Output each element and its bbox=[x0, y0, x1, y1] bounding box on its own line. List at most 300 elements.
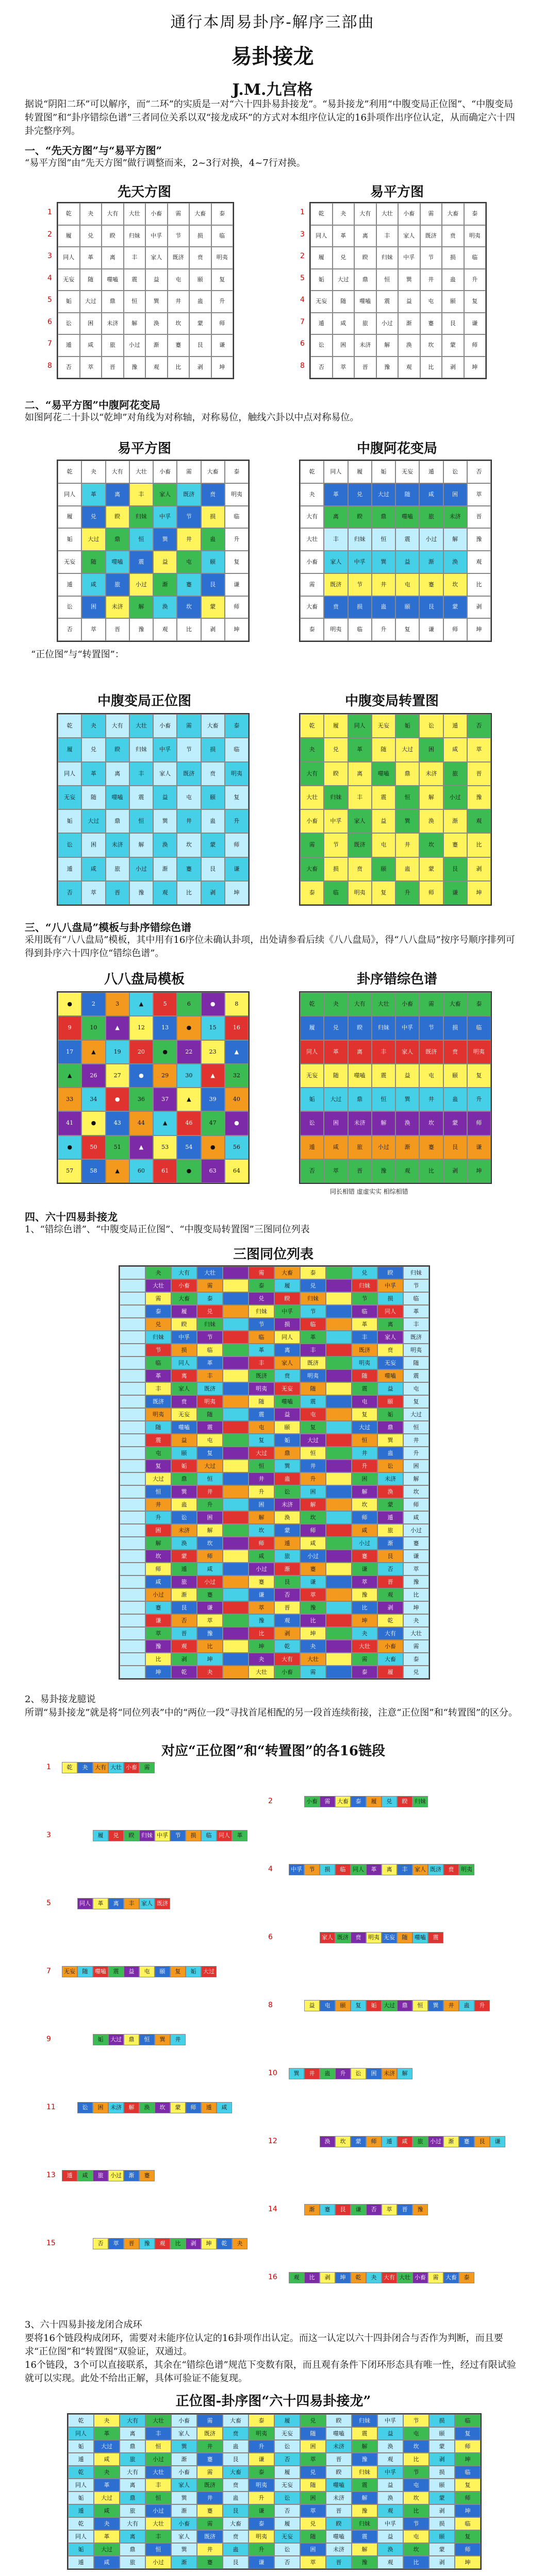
zhengwei-dragon-cell: 革 bbox=[94, 2427, 120, 2440]
three-chart-cell: 师 bbox=[403, 1498, 429, 1511]
three-chart-cell: 泰 bbox=[403, 1653, 429, 1666]
zhengwei-dragon-cell: 咸 bbox=[94, 2504, 120, 2517]
chain-cell: 困 bbox=[366, 2068, 382, 2079]
three-chart-cell: 节 bbox=[403, 1279, 429, 1292]
yiping-color-cell: 损 bbox=[201, 506, 225, 529]
three-chart-cell: 涣 bbox=[171, 1537, 197, 1550]
board-cell: ● bbox=[153, 1040, 177, 1064]
zhengwei-dragon-cell: 渐 bbox=[171, 2556, 197, 2569]
chain-cell: 大有 bbox=[93, 1762, 108, 1773]
zhengwei-dragon-cell: 大畜 bbox=[223, 2517, 249, 2530]
three-chart-cell: 颐 bbox=[274, 1421, 300, 1434]
zhengwei-dragon-cell: 家人 bbox=[171, 2479, 197, 2492]
yiping-color-cell: 晋 bbox=[106, 618, 129, 641]
spectrum-cell: 损 bbox=[443, 1016, 467, 1040]
board-cell: 33 bbox=[58, 1088, 81, 1111]
three-chart-cell: 随 bbox=[197, 1408, 223, 1421]
three-chart-cell: 小畜 bbox=[171, 1279, 197, 1292]
zhengwei-dragon-cell: 恒 bbox=[145, 2543, 171, 2556]
board-cell: ● bbox=[106, 1088, 129, 1111]
yiping-color-cell: 睽 bbox=[106, 506, 129, 529]
zhuanzhi-cell: 大有 bbox=[300, 762, 324, 786]
variation-cell: 离 bbox=[324, 506, 348, 529]
zhengwei-dragon-cell: 小畜 bbox=[171, 2466, 197, 2479]
three-chart-cell: 讼 bbox=[377, 1460, 403, 1472]
three-chart-cell: 困 bbox=[352, 1472, 377, 1485]
zhengwei-dragon-cell: 屯 bbox=[403, 2479, 429, 2492]
three-chart-cell bbox=[223, 1369, 249, 1382]
zhengwei-cell: 井 bbox=[177, 809, 201, 833]
variation-cell: 大有 bbox=[300, 506, 324, 529]
three-chart-cell: 屯 bbox=[403, 1382, 429, 1395]
chain-cell: 损 bbox=[320, 1864, 335, 1875]
board-cell: 19 bbox=[106, 1040, 129, 1064]
zhengwei-dragon-cell: 咸 bbox=[94, 2453, 120, 2466]
three-chart-cell: 归妹 bbox=[352, 1279, 377, 1292]
spectrum-cell: 谦 bbox=[467, 1136, 491, 1159]
three-chart-cell bbox=[223, 1421, 249, 1434]
zhuanzhi-cell: 大过 bbox=[395, 738, 419, 761]
chain-cell: 巽 bbox=[289, 2068, 304, 2079]
zhengwei-dragon-cell: 遁 bbox=[68, 2453, 94, 2466]
chain-row bbox=[93, 2034, 186, 2045]
chain-cell: 需 bbox=[139, 1762, 155, 1773]
variation-cell: 明夷 bbox=[324, 618, 348, 641]
zhuanzhi-cell: 蛊 bbox=[395, 857, 419, 881]
zhengwei-dragon-cell: 贲 bbox=[223, 2427, 249, 2440]
yiping-cell: 蒙 bbox=[442, 334, 464, 357]
yiping-cell: 大壮 bbox=[376, 203, 399, 225]
three-chart-cell bbox=[326, 1588, 352, 1601]
three-chart-cell: 大过 bbox=[249, 1447, 274, 1460]
spectrum-cell: 大过 bbox=[324, 1088, 348, 1111]
xiantian-cell: 小畜 bbox=[145, 203, 168, 225]
zhengwei-dragon-cell: 节 bbox=[403, 2466, 429, 2479]
chain-cell: 中孚 bbox=[155, 1830, 170, 1841]
chain-row bbox=[320, 2136, 505, 2147]
board-cell: 56 bbox=[225, 1136, 249, 1159]
board-cell: 2 bbox=[81, 992, 105, 1016]
board-cell: 60 bbox=[129, 1159, 153, 1183]
spectrum-cell: 节 bbox=[419, 1016, 443, 1040]
chain-cell: 大过 bbox=[108, 2034, 124, 2045]
three-chart-cell: 归妹 bbox=[300, 1292, 326, 1305]
three-chart-cell: 大有 bbox=[274, 1653, 300, 1666]
zhengwei-dragon-table bbox=[67, 2413, 482, 2570]
variation-cell: 兑 bbox=[348, 483, 372, 506]
zhengwei-dragon-cell: 谦 bbox=[249, 2504, 274, 2517]
xiantian-cell: 屯 bbox=[168, 269, 190, 291]
yiping-cell: 临 bbox=[464, 247, 486, 269]
three-chart-cell bbox=[223, 1395, 249, 1408]
zhengwei-dragon-cell: 涣 bbox=[377, 2543, 403, 2556]
yiping-cell: 井 bbox=[420, 269, 442, 291]
xiantian-cell: 需 bbox=[168, 203, 190, 225]
xiantian-cell: 泰 bbox=[211, 203, 234, 225]
zhuanzhi-cell: 睽 bbox=[324, 762, 348, 786]
zhuanzhi-cell: 大壮 bbox=[300, 786, 324, 809]
three-chart-cell: 未济 bbox=[377, 1472, 403, 1485]
fig1-right-row-number: 8 bbox=[300, 361, 305, 370]
three-chart-cell: 泰 bbox=[197, 1292, 223, 1305]
three-chart-cell: 需 bbox=[145, 1292, 171, 1305]
three-chart-cell: 兑 bbox=[145, 1318, 171, 1331]
chain-cell: 井 bbox=[443, 2000, 459, 2011]
chain-cell: 兑 bbox=[382, 1796, 397, 1807]
three-chart-cell bbox=[326, 1382, 352, 1395]
three-chart-cell bbox=[223, 1537, 249, 1550]
three-chart-cell: 泰 bbox=[145, 1305, 171, 1318]
three-chart-cell: 豫 bbox=[249, 1614, 274, 1627]
yiping-cell: 损 bbox=[442, 247, 464, 269]
xiantian-cell: 颐 bbox=[189, 269, 211, 291]
three-chart-cell: 贲 bbox=[274, 1369, 300, 1382]
zhuanzhi-cell: 无妄 bbox=[372, 714, 395, 738]
zhengwei-cell: 否 bbox=[58, 881, 81, 905]
three-chart-cell bbox=[223, 1279, 249, 1292]
xiantian-cell: 坤 bbox=[211, 357, 234, 379]
chain-cell: 蛊 bbox=[459, 2000, 474, 2011]
three-chart-cell: 蛊 bbox=[377, 1447, 403, 1460]
three-chart-cell: 升 bbox=[145, 1511, 171, 1524]
three-chart-cell bbox=[120, 1653, 145, 1666]
three-chart-cell bbox=[326, 1395, 352, 1408]
zhengwei-dragon-cell: 需 bbox=[197, 2517, 223, 2530]
chain-cell: 随 bbox=[77, 1966, 93, 1977]
three-chart-cell bbox=[223, 1472, 249, 1485]
zhengwei-cell: 丰 bbox=[129, 762, 153, 786]
three-chart-cell bbox=[120, 1498, 145, 1511]
chain-row bbox=[320, 1932, 443, 1943]
zhengwei-dragon-cell: 渐 bbox=[171, 2453, 197, 2466]
xiantian-cell: 大畜 bbox=[189, 203, 211, 225]
zhengwei-dragon-cell: 明夷 bbox=[249, 2427, 274, 2440]
zhengwei-cell: 夬 bbox=[81, 714, 105, 738]
three-chart-cell bbox=[120, 1575, 145, 1588]
chain-cell: 遁 bbox=[382, 2136, 397, 2147]
chain-cell: 困 bbox=[93, 2102, 108, 2113]
chain-row bbox=[304, 2000, 490, 2011]
zhengwei-dragon-cell: 未济 bbox=[326, 2543, 352, 2556]
chain-number: 2 bbox=[268, 1797, 273, 1805]
yiping-cell: 剥 bbox=[442, 357, 464, 379]
fig1-right-row-number: 4 bbox=[300, 296, 305, 304]
three-chart-cell: 既济 bbox=[300, 1357, 326, 1369]
three-chart-cell: 剥 bbox=[274, 1627, 300, 1640]
variation-cell: 丰 bbox=[324, 528, 348, 551]
zhengwei-cell: 解 bbox=[129, 833, 153, 857]
xiantian-cell: 旅 bbox=[102, 334, 124, 357]
three-chart-cell: 谦 bbox=[403, 1550, 429, 1563]
zhengwei-dragon-cell: 离 bbox=[120, 2427, 145, 2440]
yiping-cell: 观 bbox=[398, 357, 420, 379]
xiantian-cell: 蒙 bbox=[189, 313, 211, 335]
three-chart-cell bbox=[120, 1601, 145, 1614]
xiantian-cell: 巽 bbox=[145, 291, 168, 313]
three-chart-cell: 随 bbox=[145, 1421, 171, 1434]
three-chart-cell: 复 bbox=[197, 1447, 223, 1460]
chain-number: 6 bbox=[268, 1933, 273, 1941]
variation-cell: 归妹 bbox=[348, 528, 372, 551]
board-cell: 64 bbox=[225, 1159, 249, 1183]
three-chart-cell: 豫 bbox=[197, 1627, 223, 1640]
three-chart-cell: 乾 bbox=[171, 1666, 197, 1679]
zhengwei-dragon-cell: 屯 bbox=[403, 2530, 429, 2543]
chain-cell: 震 bbox=[428, 1932, 443, 1943]
zhengwei-dragon-cell: 涣 bbox=[377, 2492, 403, 2504]
chain-cell: 升 bbox=[335, 2068, 351, 2079]
chain-cell: 讼 bbox=[77, 2102, 93, 2113]
zhengwei-dragon-cell: 震 bbox=[352, 2530, 377, 2543]
spectrum-cell: 解 bbox=[372, 1111, 395, 1135]
yiping-color-cell: 咸 bbox=[81, 573, 105, 596]
chain-cell: 明夷 bbox=[366, 1932, 382, 1943]
variation-cell: 艮 bbox=[419, 596, 443, 619]
three-chart-cell bbox=[223, 1460, 249, 1472]
three-chart-cell: 同人 bbox=[274, 1331, 300, 1344]
yiping-color-cell: 益 bbox=[153, 551, 177, 573]
zhengwei-grid bbox=[57, 713, 250, 906]
zhengwei-cell: 蒙 bbox=[201, 833, 225, 857]
three-chart-cell: 解 bbox=[249, 1511, 274, 1524]
three-chart-cell: 困 bbox=[300, 1485, 326, 1498]
zhengwei-dragon-cell: 益 bbox=[377, 2479, 403, 2492]
yiping-cell: 随 bbox=[333, 291, 355, 313]
board-cell: ▲ bbox=[225, 1040, 249, 1064]
chain-cell: 既济 bbox=[335, 1932, 351, 1943]
zhengwei-dragon-cell: 兑 bbox=[300, 2466, 326, 2479]
three-chart-cell bbox=[223, 1331, 249, 1344]
zhengwei-cell: 坎 bbox=[177, 833, 201, 857]
zhengwei-dragon-cell: 晋 bbox=[326, 2504, 352, 2517]
xiantian-cell: 节 bbox=[168, 225, 190, 247]
variation-cell: 谦 bbox=[419, 618, 443, 641]
three-chart-cell: 履 bbox=[171, 1305, 197, 1318]
three-chart-cell: 临 bbox=[300, 1318, 326, 1331]
three-chart-cell bbox=[120, 1511, 145, 1524]
three-chart-cell bbox=[223, 1357, 249, 1369]
three-chart-cell bbox=[326, 1537, 352, 1550]
three-chart-cell: 蒙 bbox=[274, 1524, 300, 1537]
yiping-cell: 家人 bbox=[398, 225, 420, 247]
zhengwei-dragon-cell: 大过 bbox=[94, 2543, 120, 2556]
chain-number: 12 bbox=[268, 2137, 277, 2145]
zhuanzhi-cell: 益 bbox=[372, 809, 395, 833]
board-cell: 40 bbox=[225, 1088, 249, 1111]
three-chart-cell: 师 bbox=[197, 1550, 223, 1563]
zhuanzhi-cell: 复 bbox=[372, 881, 395, 905]
zhengwei-dragon-cell: 巽 bbox=[171, 2543, 197, 2556]
spectrum-cell: 中孚 bbox=[395, 1016, 419, 1040]
spectrum-cell: 需 bbox=[419, 992, 443, 1016]
spectrum-cell: 姤 bbox=[300, 1088, 324, 1111]
zhengwei-dragon-cell: 豫 bbox=[352, 2556, 377, 2569]
yiping-cell: 谦 bbox=[464, 313, 486, 335]
three-chart-cell: 兑 bbox=[352, 1266, 377, 1279]
three-chart-cell: 复 bbox=[300, 1421, 326, 1434]
spectrum-cell: 恒 bbox=[372, 1088, 395, 1111]
chain-cell: 豫 bbox=[412, 2204, 428, 2215]
xiantian-cell: 离 bbox=[102, 247, 124, 269]
yiping-cell: 蹇 bbox=[420, 313, 442, 335]
three-chart-cell: 乾 bbox=[377, 1614, 403, 1627]
board-cell: 63 bbox=[201, 1159, 225, 1183]
section-4-text-2: 2、易卦接龙臆说 bbox=[25, 1694, 96, 1705]
intro-paragraph: 据说“阴阳二环”可以解序，而“二环”的实质是一对“六十四卦易卦接龙”。“易卦接龙”利用“中腹变局正位图”、“中腹变局转置图”和“卦序错综色谱”三者同位关系以双“接龙成环”的方式对本组序位认定的16卦项作出序位认定，从而确定六十四卦完整序列。 bbox=[25, 99, 515, 137]
three-chart-cell: 师 bbox=[300, 1524, 326, 1537]
zhengwei-dragon-cell: 大壮 bbox=[145, 2517, 171, 2530]
board-cell: ▲ bbox=[201, 1064, 225, 1088]
xiantian-cell: 大壮 bbox=[124, 203, 146, 225]
section-4-text-6: 16个链段，3个可以直接联系，其余在“错综色谱”规范下变数有限，而且观有条件下闭环形态具有唯一性，经过有限试验就可以实现。此处不给出正解，具体可验证不能复现。 bbox=[25, 2360, 516, 2384]
three-chart-cell bbox=[326, 1575, 352, 1588]
chain-cell: 小过 bbox=[428, 2136, 443, 2147]
zhengwei-dragon-cell: 噬嗑 bbox=[326, 2479, 352, 2492]
chain-cell: 夬 bbox=[366, 2272, 382, 2283]
fig1-right-row-number: 6 bbox=[300, 340, 305, 348]
chain-cell: 姤 bbox=[93, 2034, 108, 2045]
zhengwei-cell: 兑 bbox=[81, 738, 105, 761]
three-chart-cell bbox=[326, 1627, 352, 1640]
zhengwei-dragon-cell: 咸 bbox=[94, 2556, 120, 2569]
three-chart-cell: 坎 bbox=[197, 1537, 223, 1550]
zhengwei-cell: 讼 bbox=[58, 833, 81, 857]
three-chart-cell bbox=[120, 1537, 145, 1550]
spectrum-cell: 鼎 bbox=[348, 1088, 372, 1111]
three-chart-cell: 大壮 bbox=[249, 1666, 274, 1679]
spectrum-cell: 临 bbox=[467, 1016, 491, 1040]
three-chart-cell: 革 bbox=[197, 1357, 223, 1369]
fig1-right-row-number: 7 bbox=[300, 317, 305, 326]
yiping-cell: 无妄 bbox=[310, 291, 333, 313]
zhengwei-dragon-cell: 贲 bbox=[223, 2530, 249, 2543]
board-cell: 8 bbox=[225, 992, 249, 1016]
three-chart-cell bbox=[223, 1563, 249, 1575]
zhengwei-dragon-cell: 观 bbox=[377, 2556, 403, 2569]
zhengwei-dragon-cell: 中孚 bbox=[377, 2414, 403, 2427]
three-chart-cell bbox=[223, 1614, 249, 1627]
three-chart-cell: 谦 bbox=[300, 1575, 326, 1588]
zhengwei-dragon-cell: 丰 bbox=[145, 2530, 171, 2543]
variation-cell: 革 bbox=[324, 483, 348, 506]
zhengwei-dragon-cell: 否 bbox=[274, 2556, 300, 2569]
three-chart-cell bbox=[120, 1434, 145, 1447]
chain-cell: 归妹 bbox=[412, 1796, 428, 1807]
zhuanzhi-cell: 解 bbox=[419, 786, 443, 809]
chain-number: 10 bbox=[268, 2069, 277, 2077]
three-chart-cell: 大有 bbox=[171, 1266, 197, 1279]
yiping-cell: 益 bbox=[398, 291, 420, 313]
spectrum-cell: 遁 bbox=[300, 1136, 324, 1159]
chain-row bbox=[62, 2170, 155, 2181]
zhengwei-dragon-cell: 中孚 bbox=[377, 2466, 403, 2479]
zhengwei-dragon-cell: 姤 bbox=[68, 2543, 94, 2556]
zhengwei-dragon-cell: 坎 bbox=[403, 2440, 429, 2453]
variation-cell: 坤 bbox=[467, 618, 491, 641]
three-chart-cell: 遁 bbox=[274, 1537, 300, 1550]
spectrum-cell: 随 bbox=[324, 1064, 348, 1088]
three-chart-cell: 归妹 bbox=[197, 1318, 223, 1331]
chain-cell: 履 bbox=[93, 1830, 108, 1841]
chain-cell: 坤 bbox=[335, 2272, 351, 2283]
fig1-left-row-number: 6 bbox=[47, 317, 52, 326]
zhengwei-dragon-cell: 同人 bbox=[68, 2427, 94, 2440]
spectrum-cell: 否 bbox=[300, 1159, 324, 1183]
zhengwei-dragon-cell: 艮 bbox=[223, 2504, 249, 2517]
zhuanzhi-cell: 谦 bbox=[443, 881, 467, 905]
chain-cell: 鼎 bbox=[124, 2034, 139, 2045]
yiping-color-cell: 蛊 bbox=[201, 528, 225, 551]
zhuanzhi-cell: 乾 bbox=[300, 714, 324, 738]
chain-cell: 颐 bbox=[155, 1966, 170, 1977]
three-chart-cell bbox=[223, 1382, 249, 1395]
zhengwei-cell: 明夷 bbox=[225, 762, 249, 786]
board-cell: 6 bbox=[177, 992, 201, 1016]
zhengwei-dragon-cell: 大畜 bbox=[223, 2466, 249, 2479]
chain-cell: 井 bbox=[304, 2068, 320, 2079]
zhuanzhi-cell: 未济 bbox=[419, 762, 443, 786]
zhengwei-dragon-cell: 夬 bbox=[94, 2414, 120, 2427]
three-chart-cell: 蒙 bbox=[171, 1550, 197, 1563]
fig1-left-row-number: 2 bbox=[47, 230, 52, 239]
zhengwei-dragon-cell: 姤 bbox=[68, 2440, 94, 2453]
three-chart-cell: 震 bbox=[197, 1421, 223, 1434]
three-chart-cell: 井 bbox=[352, 1447, 377, 1460]
section-2-title: 二、“易平方图”中腹阿花变局 bbox=[25, 399, 161, 411]
xiantian-cell: 未济 bbox=[102, 313, 124, 335]
chain-cell: 夬 bbox=[232, 2238, 247, 2249]
three-chart-cell bbox=[120, 1357, 145, 1369]
chain-cell: 否 bbox=[93, 2238, 108, 2249]
three-chart-cell bbox=[120, 1485, 145, 1498]
three-chart-cell: 小畜 bbox=[377, 1640, 403, 1653]
three-chart-cell: 明夷 bbox=[197, 1395, 223, 1408]
three-chart-cell: 明夷 bbox=[145, 1408, 171, 1421]
xiantian-cell: 大过 bbox=[80, 291, 102, 313]
zhuanzhi-cell: 小过 bbox=[443, 786, 467, 809]
three-chart-cell: 泰 bbox=[249, 1279, 274, 1292]
three-chart-cell: 未济 bbox=[274, 1498, 300, 1511]
zhengwei-dragon-cell: 蹇 bbox=[197, 2504, 223, 2517]
xiantian-cell: 蹇 bbox=[168, 334, 190, 357]
section-4-text-3: 所谓“易卦接龙”就是将“同位列表”中的“两位一段”寻找首尾相配的另一段首连续衔接，注意“正位图”和“转置图”的区分。 bbox=[25, 1707, 518, 1718]
spectrum-cell: 井 bbox=[419, 1088, 443, 1111]
fig4-right-caption: 卦序错综色谱 bbox=[356, 972, 437, 987]
zhengwei-dragon-cell: 震 bbox=[352, 2479, 377, 2492]
chain-cell: 比 bbox=[170, 2238, 186, 2249]
zhengwei-dragon-cell: 睽 bbox=[326, 2466, 352, 2479]
zhengwei-dragon-cell: 旅 bbox=[120, 2504, 145, 2517]
zhengwei-cell: 履 bbox=[58, 738, 81, 761]
three-chart-cell: 渐 bbox=[274, 1563, 300, 1575]
spectrum-cell: 大壮 bbox=[372, 992, 395, 1016]
three-chart-cell: 革 bbox=[145, 1369, 171, 1382]
chain-row bbox=[77, 1898, 170, 1909]
three-chart-cell: 益 bbox=[171, 1434, 197, 1447]
chain-cell: 履 bbox=[366, 1796, 382, 1807]
yiping-cell: 萃 bbox=[333, 357, 355, 379]
board-cell: 16 bbox=[225, 1016, 249, 1040]
three-chart-cell: 同人 bbox=[171, 1357, 197, 1369]
fig1-left-row-number: 5 bbox=[47, 296, 52, 304]
xiantian-cell: 萃 bbox=[80, 357, 102, 379]
zhengwei-cell: 临 bbox=[225, 738, 249, 761]
chain-cell: 需 bbox=[428, 2272, 443, 2283]
spectrum-cell: 艮 bbox=[443, 1136, 467, 1159]
chain-cell: 未济 bbox=[108, 2102, 124, 2113]
three-chart-cell: 夬 bbox=[145, 1266, 171, 1279]
yiping-color-cell: 履 bbox=[58, 506, 81, 529]
